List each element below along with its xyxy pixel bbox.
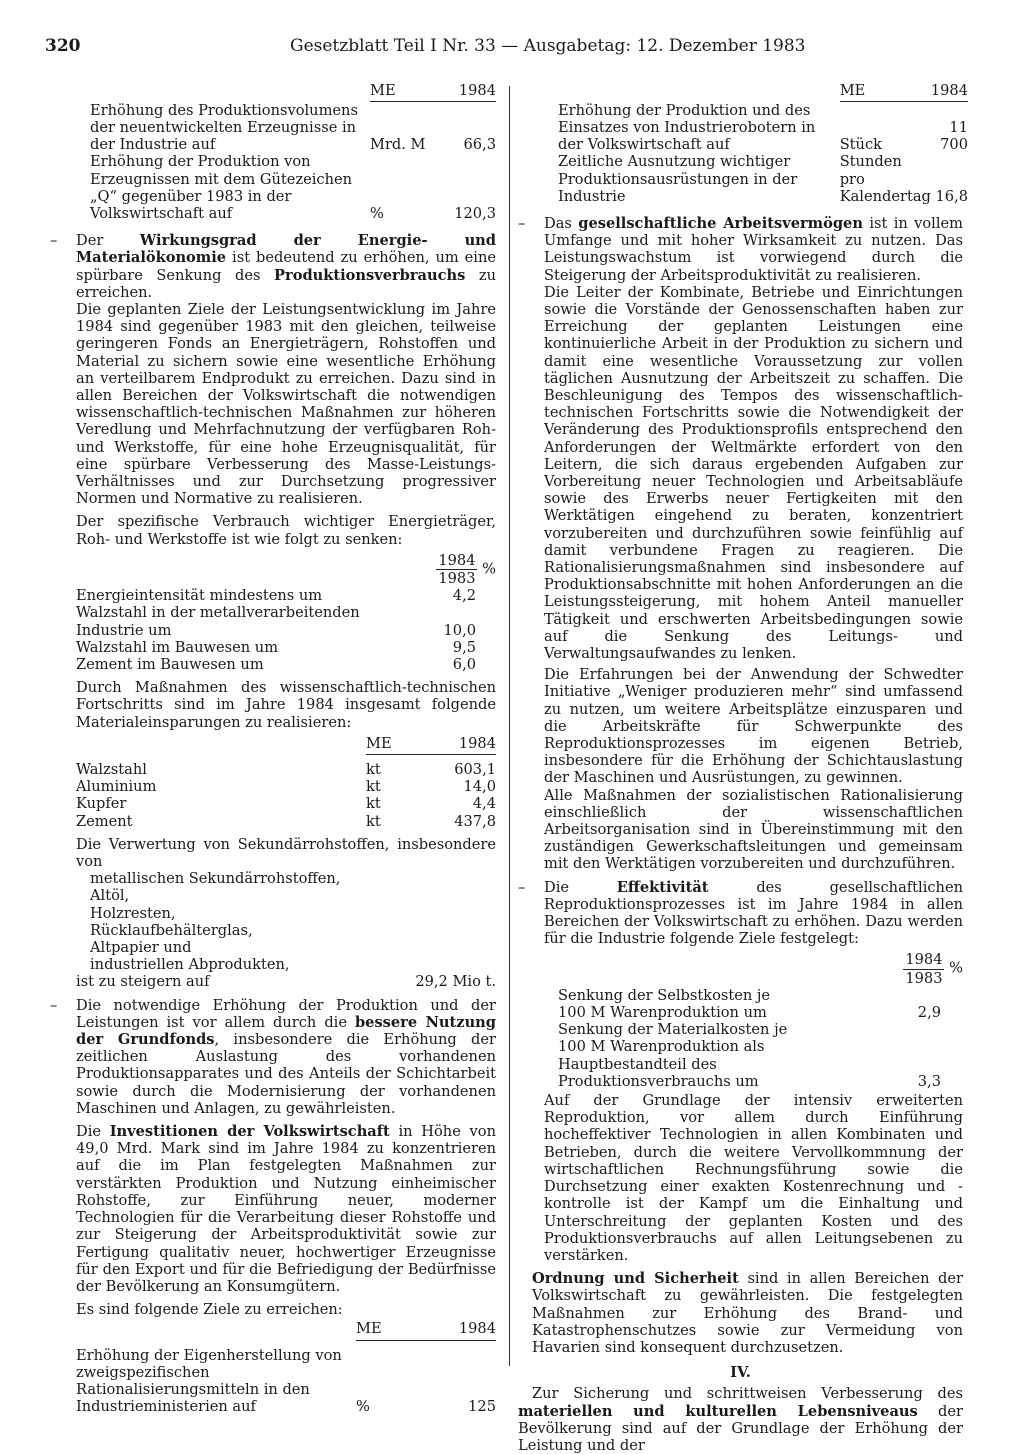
row-text: Erhöhung der Produktion von Erzeugnissen mit dem Gütezeichen „Q“ gegenüber 1983 in der Volkswirtschaft auf [90,153,353,222]
row-text: Erhöhung des Produktionsvolumens der neuentwickelten Erzeugnisse in der Industrie auf [90,101,358,154]
table-row: Zement im Bauwesen um 6,0 [76,656,476,673]
table-row: Walzstahl im Bauwesen um 9,5 [76,638,476,656]
paragraph-text: Durch Maßnahmen des wissenschaftlich-technischen Fortschritts sind im Jahre 1984 insgesamt folgende Materialeinsparungen zu realisieren: [76,679,496,731]
paragraph-text: Auf der Grundlage der intensiv erweiterten Reproduktion, vor allem durch Einführung hocheffektiver Technologien in allen Kombinaten und Betrieben, durch die weitere Vervollkommnung der wirtschaftlichen Rechnungsführung sowie die Durchsetzung einer exakten Kostenrechnung und -kontrolle ist der Kampf um die Einhaltung und Unterschreitung der geplanten Kosten und des Produktionsverbrauchs auf allen Leitungsebenen zu verstärken. [544,1092,963,1264]
col-year-header: 1984 [440,82,496,102]
column-divider [509,86,510,1366]
paragraph-text: Die geplanten Ziele der Leistungsentwicklung im Jahre 1984 sind gegenüber 1983 mit den gleichen, teilweise geringeren Fonds an Energieträgern, Rohstoffen und Material zu sichern sowie eine wesentliche Erhöhung an verteilbarem Endprodukt zu erreichen. Dazu sind in allen Bereichen der Volkswirtschaft die notwendigen wissenschaftlich-technischen Maßnahmen zur höheren Veredlung und Mehrfachnutzung der verfügbaren Roh- und Werkstoffe, für eine hohe Erzeugnisqualität, für eine spürbare Verbesserung des Masse-Leistungs-Verhältnisses und zur Durchsetzung progressiver Normen und Normative zu realisieren. [76,300,496,508]
paragraph-energy [50,232,496,991]
list-dash: – [50,232,58,250]
row-value: 120,3 [454,204,496,222]
table-row: Zeitliche Ausnutzung wichtiger Produktionsausrüstungen in der Industrie Stunden pro Kalendertag 16,8 [558,153,968,205]
material-table: ME 1984 Walzstahl kt 603,1 Aluminium kt 14,0 Kupfer kt 4,4 Zement kt 437,8 [76,734,496,830]
paragraph-text: Die Investitionen der Volkswirtschaft in Höhe von 49,0 Mrd. Mark sind im Jahre 1984 zu konzentrieren auf die im Plan festgelegten Maßnahmen zur verstärkten Produktion und Nutzung einheimischer Rohstoffe, zur Einführung neuer, moderner Technologien für die Verarbeitung dieser Rohstoffe und zur Steigerung der Arbeitsproduktivität sowie zur Fertigung qualitativ neuer, hochwertiger Erzeugnisse für den Export und für die Befriedigung der Bedürfnisse der Bevölkerung an Konsumgütern. [76,1123,496,1295]
goals-table: ME 1984 Erhöhung der Eigenherstellung von zweigspezifischen Rationalisierungsmitteln in den Industrieministerien auf % 125 [76,1320,496,1416]
fraction-header: $\frac{1984}{1983}$ % [438,551,496,587]
table-row: Kupfer kt 4,4 [76,795,496,813]
table-row: Walzstahl kt 603,1 [76,761,496,779]
table-row: Erhöhung der Produktion und des Einsatzes von Industrierobotern in der Volkswirtschaft auf Stück 11 700 [558,101,968,154]
cost-table [544,987,963,1090]
table-row: Walzstahl in der metallverarbeitenden [76,604,360,622]
paragraph-text: Der Wirkungsgrad der Energie- und Materialökonomie ist bedeutend zu erhöhen, um eine spürbare Senkung des Produktionsverbrauchs zu erreichen. [76,232,496,301]
row-unit: % [370,204,384,222]
list-item: Altöl, [90,887,130,905]
right-column [518,82,968,1454]
paragraph-living-standard: Zur Sicherung und schrittweisen Verbesserung des materiellen und kulturellen Lebensniveaus der Bevölkerung sind auf der Grundlage der Erhöhung der Leistung und der [518,1385,963,1454]
paragraph-fixed-assets [50,997,496,1416]
consumption-table [76,587,496,673]
paragraph-text: Alle Maßnahmen der sozialistischen Rationalisierung einschließlich der wissenschaftlichen Arbeitsorganisation sind in Übereinstimmung mit den zuständigen Gewerkschaftsleitungen und gemeinsam mit den Werktätigen vorzubereiten und durchzuführen. [544,786,963,873]
right-table-1: ME 1984 Erhöhung der Produktion und des Einsatzes von Industrierobotern in der Volkswirtschaft auf Stück 11 700 Zeitliche Ausnutzung wichtiger Produktionsausrüstungen in der Industrie Stunden pro Kalendertag 16,8 [558,82,968,205]
gazette-title: Gesetzblatt Teil I Nr. 33 — Ausgabetag: 12. Dezember 1983 [290,36,806,56]
paragraph-text: Das gesellschaftliche Arbeitsvermögen ist in vollem Umfange und mit hoher Wirksamkeit zu nutzen. Das Leistungswachstum ist vorwiegend durch die Steigerung der Arbeitsproduktivität zu realisieren. [544,214,963,284]
table-row: Energieintensität mindestens um 4,2 [76,587,476,605]
left-table-1 [90,82,496,222]
row-value: 66,3 [463,136,496,154]
paragraph-text: Es sind folgende Ziele zu erreichen: [76,1301,343,1319]
table-row [90,153,496,222]
paragraph-text: Die notwendige Erhöhung der Produktion und der Leistungen ist vor allem durch die bessere Nutzung der Grundfonds, insbesondere die Erhöhung der zeitlichen Auslastung des vorhandenen Produktionsapparates und des Anteils der Schichtarbeit sowie durch die Modernisierung der vorhandenen Maschinen und Anlagen, zu gewährleisten. [76,996,496,1117]
paragraph-text: Der spezifische Verbrauch wichtiger Energieträger, Roh- und Werkstoffe ist wie folgt zu senken: [76,513,496,548]
secondary-materials-total: ist zu steigern auf 29,2 Mio t. [76,973,496,991]
paragraph-workforce [518,215,963,873]
table-row: Senkung der Selbstkosten je 100 M Warenproduktion um 2,9 [558,986,941,1022]
page-number: 320 [45,36,81,56]
list-item: Holzresten, [90,904,176,922]
row-unit: Mrd. M [370,136,426,154]
list-item: Rücklaufbehälterglas, [90,921,253,939]
table-row: Aluminium kt 14,0 [76,778,496,796]
list-item: industriellen Abprodukten, [90,956,290,974]
paragraph-order: Ordnung und Sicherheit sind in allen Bereichen der Volkswirtschaft zu gewährleisten. Die festgelegten Maßnahmen zur Erhöhung des Brand- und Katastrophenschutzes sowie zur Vermeidung von Havarien sind konsequent durchzusetzen. [532,1270,964,1356]
col-me-header: ME [370,82,440,102]
paragraph-effectiveness [518,879,963,1264]
table-row: Zement kt 437,8 [76,812,496,830]
table-row: Erhöhung der Eigenherstellung von zweigspezifischen Rationalisierungsmitteln in den Industrieministerien auf % 125 [76,1346,496,1416]
table-row: Senkung der Materialkosten je 100 M Warenproduktion als Hauptbestandteil des Produktionsverbrauchs um 3,3 [558,1021,941,1090]
list-dash: – [50,996,58,1014]
list-dash: – [518,214,526,232]
secondary-materials-list [76,870,496,973]
paragraph-text: Die Erfahrungen bei der Anwendung der Schwedter Initiative „Weniger produzieren mehr“ sind umfassend zu nutzen, um weitere Arbeitsplätze einzusparen und die Arbeitskräfte für Schwerpunkte des Reproduktionsprozesses im eigenen Betrieb, insbesondere für die Erhöhung der Schichtauslastung der Maschinen und Ausrüstungen, zu gewinnen. [544,666,963,787]
fraction-header: $\frac{1984}{1983}$ % [905,951,963,987]
list-item: metallischen Sekundärrohstoffen, [90,870,341,888]
left-column [50,82,496,1415]
section-heading: IV. [730,1364,751,1382]
table-row: Industrie um 10,0 [76,621,476,639]
list-dash: – [518,878,526,896]
paragraph-text: Die Effektivität des gesellschaftlichen Reproduktionsprozesses ist im Jahre 1984 in allen Bereichen der Volkswirtschaft zu erhöhen. Dazu werden für die Industrie folgende Ziele festgelegt: [544,878,963,948]
paragraph-text: Die Leiter der Kombinate, Betriebe und Einrichtungen sowie die Vorstände der Genossenschaften haben zur Erreichung der geplanten Leistungen eine kontinuierliche Arbeit in der Produktion zu sichern und damit eine wesentliche Voraussetzung zur vollen täglichen Ausnutzung der Arbeitszeit zu schaffen. Die Beschleunigung des Tempos des wissenschaftlich-technischen Fortschritts sowie die Notwendigkeit der Veränderung des Produktionsprofils entsprechend den Anforderungen der Weltmärkte erfordert von den Leitern, die sich daraus ergebenden Aufgaben zur Vorbereitung neuer Technologien und Arbeitsabläufe sowie des Erwerbs neuer Fertigkeiten mit den Werktätigen eingehend zu beraten, konzentriert vorzubereiten und durchzuführen sowie feinfühlig auf damit verbundene Fragen zu reagieren. Die Rationalisierungsmaßnahmen sind insbesondere auf Produktionsabschnitte mit hohen Anforderungen an die Leistungssteigerung, mit hohem Anteil manueller Tätigkeit und erschwerten Arbeitsbedingungen sowie auf die Senkung des Leitungs- und Verwaltungsaufwandes zu lenken. [544,283,963,662]
paragraph-text: Die Verwertung von Sekundärrohstoffen, insbesondere von [76,835,496,871]
table-row [90,102,496,154]
list-item: Altpapier und [90,939,192,957]
